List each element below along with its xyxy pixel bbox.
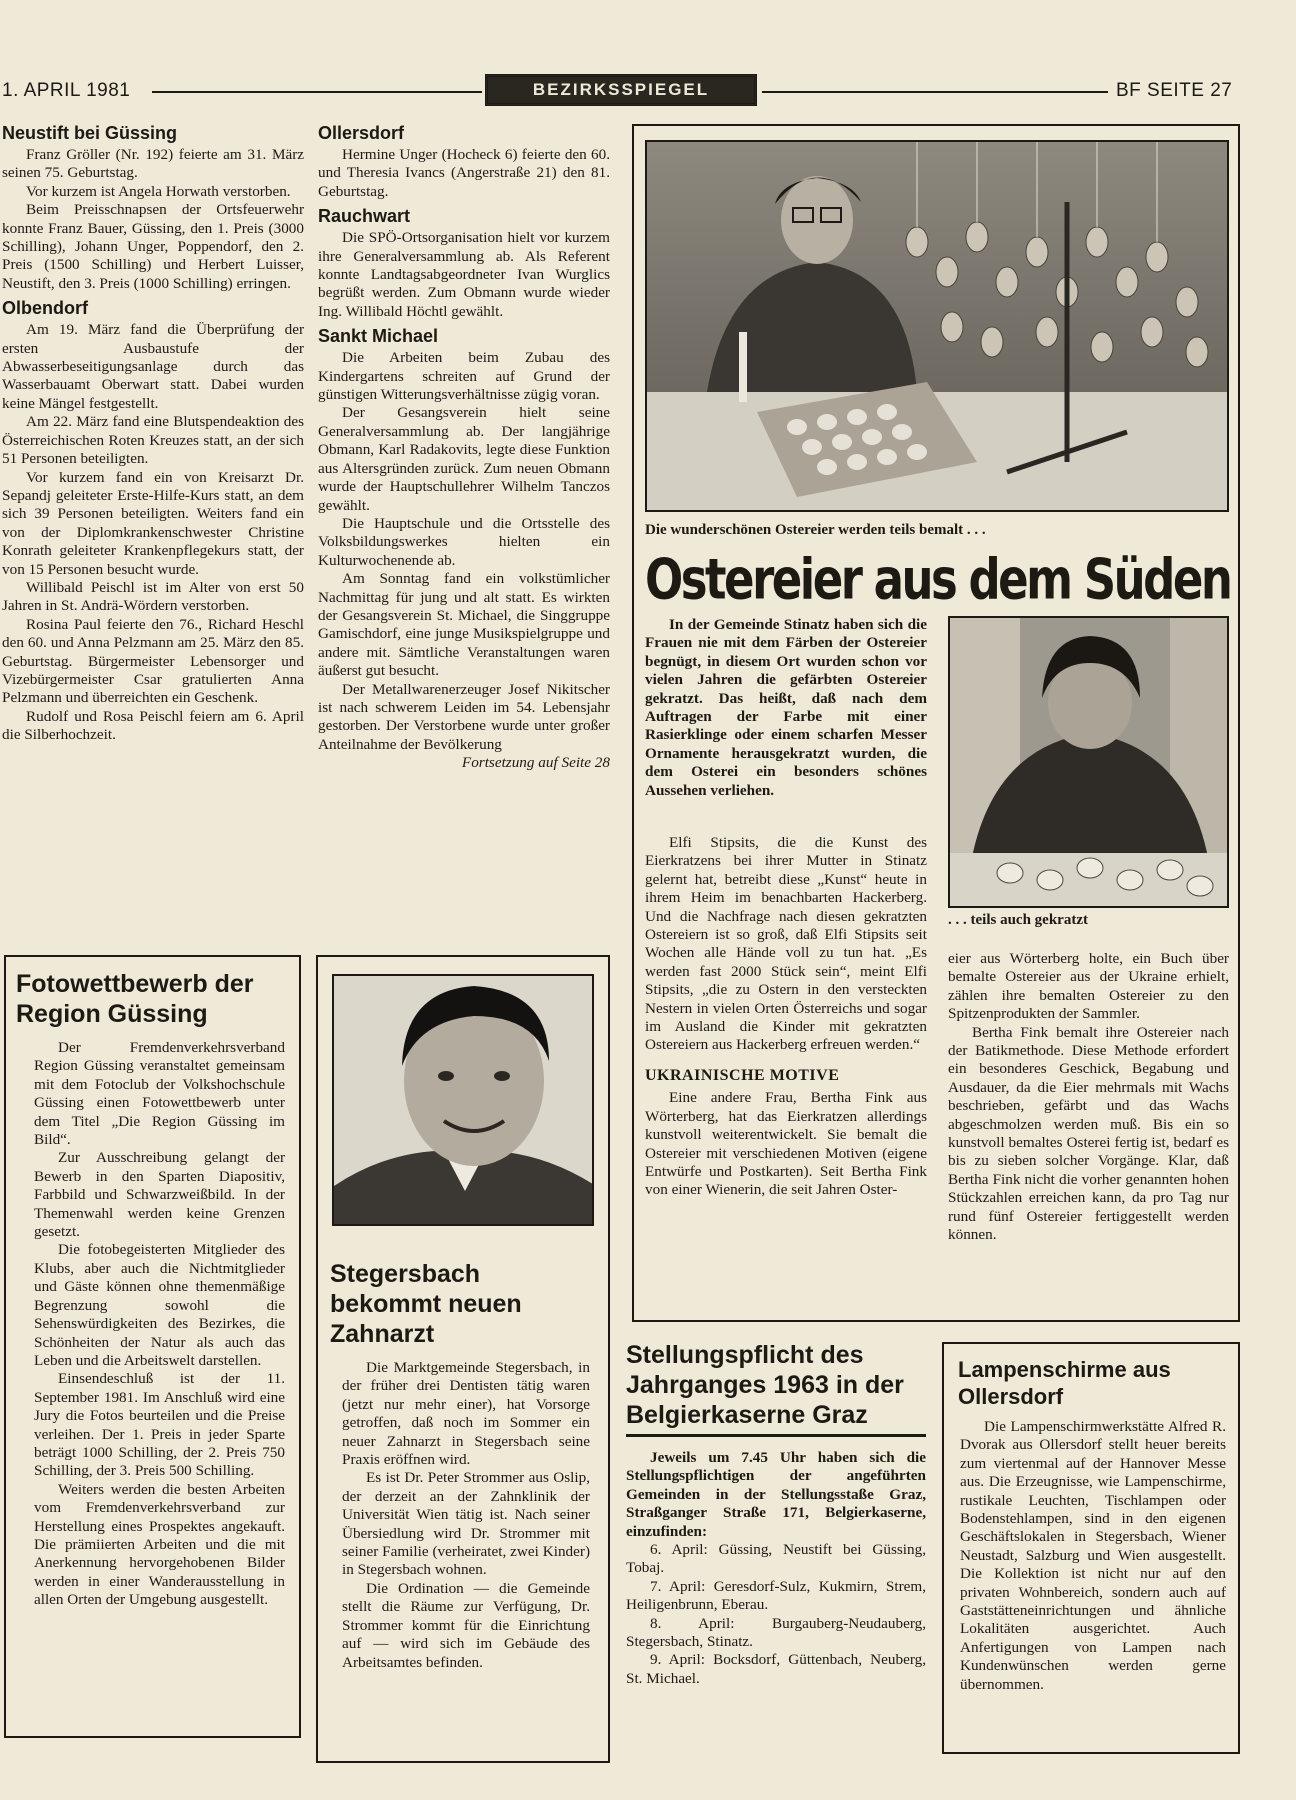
heading-neustift: Neustift bei Güssing xyxy=(2,123,178,143)
subhead-ukrainische-motive: UKRAINISCHE MOTIVE xyxy=(645,1066,840,1084)
list-item: 6. April: Güssing, Neustift bei Güssing, Tobaj. xyxy=(626,1541,926,1577)
paragraph: Es ist Dr. Peter Strommer aus Oslip, der derzeit an der Zahnklinik der Universität Wien tätig ist. Nach seiner Übersiedlung wird Dr. Strommer mit seiner Familie (verheiratet, zwei Kinder) in Stegersbach wohnen. xyxy=(342,1469,590,1579)
photo-dr-strommer xyxy=(332,974,594,1226)
lead-paragraph: In der Gemeinde Stinatz haben sich die Frauen nie mit dem Färben der Ostereier begnügt, in diesem Ort wurden schon vor vielen Jahren die gefärbten Ostereier gekratzt. Das heißt, daß nach dem Auftragen der Farbe mit einer Rasierklinge oder einem scharfen Messer Ornamente herausgekratzt wurden, die dem Osterei ein besonders schönes Aussehen verliehen. xyxy=(645,616,927,799)
paragraph: Beim Preisschnapsen der Ortsfeuerwehr konnte Franz Bauer, Güssing, den 1. Preis (3000 Schilling), Johann Unger, Poppendorf, den 2. Preis (1500 Schilling) und Herbert Luisser, Neustift, den 3. Preis (1000 Schilling) erringen. xyxy=(2,201,304,292)
fotowettbewerb-title: Fotowettbewerb der Region Güssing xyxy=(16,970,254,1028)
stellungspflicht-list xyxy=(626,1541,926,1688)
list-item: 9. April: Bocksdorf, Güttenbach, Neuberg, St. Michael. xyxy=(626,1651,926,1687)
paragraph: Der Gesangsverein hielt seine Generalversammlung ab. Der langjährige Obmann, Karl Radakovits, legte diese Funktion aus Altersgründen zurück. Zum neuen Obmann wurde der Hauptschullehrer Wilhelm Tanczos gewählt. xyxy=(318,404,610,514)
paragraph: Die Marktgemeinde Stegersbach, in der früher drei Dentisten tätig waren (jetzt nur mehr einer), hat Vorsorge getroffen, daß noch im Sommer ein neuer Zahnarzt in Stegersbach seine Praxis eröffnen wird. xyxy=(342,1359,590,1469)
zahnarzt-title: Stegersbach bekommt neuen Zahnarzt xyxy=(330,1260,522,1348)
lead-paragraph: Jeweils um 7.45 Uhr haben sich die Stellungspflichtigen der angeführten Gemeinden in der Stellungsstaße Graz, Straßganger Straße 171, Belgierkaserne, einzufinden: xyxy=(626,1449,926,1540)
paragraph: Zur Ausschreibung gelangt der Bewerb in den Sparten Diapositiv, Farbbild und Schwarzweißbild. In der Themenwahl werden keine Grenzen gesetzt. xyxy=(34,1149,285,1241)
list-item: 8. April: Burgauberg-Neudauberg, Stegersbach, Stinatz. xyxy=(626,1614,926,1651)
paragraph: Weiters werden die besten Arbeiten vom Fremdenverkehrsverband zur Herstellung eines Prospektes angekauft. Die prämiierten Arbeiten und die mit Anerkennung hervorgehobenen Bilder werden in einer Wanderausstellung in allen Orten der Umgebung ausgestellt. xyxy=(34,1480,285,1609)
paragraph: Vor kurzem ist Angela Horwath verstorben. xyxy=(26,182,291,200)
heading-rauchwart: Rauchwart xyxy=(318,206,411,227)
lampenschirme-article xyxy=(942,1342,1240,1754)
paragraph: Willibald Peischl ist im Alter von erst 50 Jahren in St. Andrä-Wördern verstorben. xyxy=(2,578,304,615)
paragraph: Die Hauptschule und die Ortsstelle des Volksbildungswerkes hielten ein Kulturwochenende ab. xyxy=(318,514,610,569)
ostereier-lead xyxy=(645,616,927,800)
fotowettbewerb-body xyxy=(34,1039,285,1610)
photo-egg-scratcher xyxy=(948,616,1229,908)
paragraph: Am Sonntag fand ein volkstümlicher Nachmittag für jung und alt statt. Es wirkten der Gesangsverein St. Michael, die Singgruppe Gamischdorf, eine junge Musikspielgruppe und andere mit. Sämtliche Veranstaltungen waren äußerst gut besucht. xyxy=(318,570,610,680)
stellungspflicht-title: Stellungspflicht des Jahrganges 1963 in der Belgierkaserne Graz xyxy=(626,1340,926,1437)
paragraph: Am 19. März fand die Überprüfung der ersten Ausbaustufe der Abwasserbeseitigungsanlage durch das Wasserbauamt Oberwart statt. Dabei wurden keine Mängel festgestellt. xyxy=(2,321,304,412)
paragraph: Die Ordination — die Gemeinde stellt die Räume zur Verfügung, Dr. Strommer kommt für die Einrichtung auf — wird sich im Gebäude des Arbeitsamtes befinden. xyxy=(342,1579,590,1671)
paragraph: Hermine Unger (Hocheck 6) feierte den 60. und Theresia Ivancs (Angerstraße 21) den 81. Geburtstag. xyxy=(318,146,610,200)
paragraph: Am 22. März fand eine Blutspendeaktion des Österreichischen Roten Kreuzes statt, an der sich 51 Personen beteiligten. xyxy=(2,413,304,468)
photo-egg-painter xyxy=(645,140,1229,512)
continued-link[interactable]: Fortsetzung auf Seite 28 xyxy=(461,754,610,772)
section-title: BEZIRKSSPIEGEL xyxy=(485,74,757,106)
egg-painter-illustration xyxy=(647,142,1229,512)
portrait-illustration xyxy=(334,976,594,1226)
heading-olbendorf: Olbendorf xyxy=(2,298,88,319)
paragraph: Vor kurzem fand ein von Kreisarzt Dr. Sepandj geleiteter Erste-Hilfe-Kurs statt, an dem sich 39 Personen beteiligten. Weiters fand ein von der Diplomkrankenschwester Christine Konrath geleiteter Krankenpflegekurs statt, der von 15 Personen besucht wurde. xyxy=(2,468,304,578)
list-item: 7. April: Geresdorf-Sulz, Kukmirn, Strem, Heiligenbrunn, Eberau. xyxy=(626,1577,926,1614)
ostereier-column-1 xyxy=(645,834,927,1200)
stellungspflicht-lead xyxy=(626,1449,926,1541)
page-number: BF SEITE 27 xyxy=(1116,80,1233,101)
paragraph: Der Fremdenverkehrsverband Region Güssing veranstaltet gemeinsam mit dem Fotoclub der Volkshochschule Güssing einen Fotowettbewerb unter dem Titel „Die Region Güssing im Bild“. xyxy=(34,1039,285,1149)
zahnarzt-body xyxy=(342,1359,590,1672)
paragraph: Rudolf und Rosa Peischl feiern am 6. April die Silberhochzeit. xyxy=(2,707,304,744)
paragraph: Eine andere Frau, Bertha Fink aus Wörterberg, hat das Eierkratzen allerdings kunstvoll weiterentwickelt. Sie bemalt die Ostereier mit verschiedenen Motiven (eigene Entwürfe und Postkarten). Seit Bertha Fink von einer Wienerin, die seit Jahren Oster- xyxy=(645,1089,927,1199)
paragraph: Die Lampenschirmwerkstätte Alfred R. Dvorak aus Ollersdorf stellt heuer bereits zum viertenmal auf der Hannover Messe aus. Die Erzeugnisse, wie Lampenschirme, rustikale Leuchten, Tischlampen oder Bodenstehlampen, sind in den eigenen Geschäftslokalen in Stegersbach, Wiener Neustadt, Salzburg und Wien ausgestellt. Die Kollektion ist nicht nur auf den privaten Wohnbereich, sondern auch auf Gaststätteneinrichtungen und ähnliche Lokalitäten ausgerichtet. Auch Anfertigungen von Lampen nach Kundenwünschen werden gerne übernommen. xyxy=(960,1418,1226,1693)
header-rule-left xyxy=(152,91,482,93)
paragraph: Einsendeschluß ist der 11. September 1981. Im Anschluß wird eine Jury die Fotos beurteilen und die Preise verleihen. Der 1. Preis in jeder Sparte beträgt 1000 Schilling, der 2. Preis 750 Schilling, der 3. Preis 500 Schilling. xyxy=(34,1370,285,1480)
heading-sankt-michael: Sankt Michael xyxy=(318,326,439,347)
column-local-news-1 xyxy=(2,118,304,745)
lampenschirme-title: Lampenschirme aus Ollersdorf xyxy=(958,1357,1171,1409)
paragraph: Die Arbeiten beim Zubau des Kindergartens schreiten auf Grund der günstigen Witterungsverhältnisse zügig voran. xyxy=(318,349,610,404)
paragraph: Rosina Paul feierte den 76., Richard Heschl den 60. und Anna Pelzmann am 25. März den 85. Geburtstag. Bürgermeister Lebensorger und Vizebürgermeister Csar gratulierten Anna Pelzmann und überreichten ein Geschenk. xyxy=(2,615,304,707)
issue-date: 1. APRIL 1981 xyxy=(2,80,131,101)
ostereier-column-2 xyxy=(948,950,1229,1245)
header-rule-right xyxy=(762,91,1108,93)
paragraph: Franz Gröller (Nr. 192) feierte am 31. März seinen 75. Geburtstag. xyxy=(2,146,304,182)
photo-caption-scratched: . . . teils auch gekratzt xyxy=(948,912,1088,928)
paragraph: Die fotobegeisterten Mitglieder des Klubs, aber auch die Nichtmitglieder und Gäste können ohne themenmäßige Begrenzung sowohl die Sehenswürdigkeiten des Bezirkes, die Schönheiten der Natur als auch das Leben und die Arbeitswelt darstellen. xyxy=(34,1241,285,1369)
column-local-news-2 xyxy=(318,118,610,773)
paragraph: Elfi Stipsits, die die Kunst des Eierkratzens bei ihrer Mutter in Stinatz gelernt hat, betreibt diese „Kunst“ heute in ihrem Heim im benachbarten Hackerberg. Und die Nachfrage nach diesen gekratzten Ostereiern ist so groß, daß Elfi Stipsits seit Wochen alle Hände voll zu tun hat. „Es werden fast 2000 Stück sein“, meint Elfi Stipsits, „die zu Ostern in den versteckten Nestern in vielen Orten Österreichs und sogar im Ausland die Kinder mit gekratzten Ostereiern aus Hackerberg erfreuen werden.“ xyxy=(645,834,927,1054)
heading-ollersdorf: Ollersdorf xyxy=(318,123,405,143)
egg-scratcher-illustration xyxy=(950,618,1229,908)
paragraph: Die SPÖ-Ortsorganisation hielt vor kurzem ihre Generalversammlung ab. Als Referent konnte Landtagsabgeordneter Ivan Wurglics begrüßt werden. Zum Obmann wurde wieder Ing. Willibald Höchtl gewählt. xyxy=(318,229,610,320)
stellungspflicht-article xyxy=(626,1340,926,1688)
paragraph: eier aus Wörterberg holte, ein Buch über bemalte Ostereier aus der Ukraine erhielt, zählen ihre bemalten Ostereier zu den Spitzenprodukten der Sammler. xyxy=(948,950,1229,1023)
paragraph: Der Metallwarenerzeuger Josef Nikitscher ist nach schwerem Leiden im 54. Lebensjahr gestorben. Der Verstorbene wurde unter großer Anteilnahme der Bevölkerung xyxy=(318,680,610,753)
headline-ostereier: Ostereier aus dem Süden xyxy=(645,546,1231,613)
fotowettbewerb-article xyxy=(4,955,301,1738)
lampenschirme-body xyxy=(960,1418,1226,1694)
paragraph: Bertha Fink bemalt ihre Ostereier nach der Batikmethode. Diese Methode erfordert ein besonderes Geschick, Begabung und Ausdauer, da die Eier mehrmals mit Wachs beschrieben, gefärbt und das Wachs abgeschmolzen werden muß. Bis ein so kunstvoll bemaltes Osterei fertig ist, bedarf es bis zu sieben solcher Vorgänge. Klar, daß Bertha Fink nicht die vorher genannten hohen Stückzahlen erreichen kann, da pro Tag nur rund fünf Ostereier fertiggestellt werden können. xyxy=(948,1023,1229,1244)
photo-caption-painted: Die wunderschönen Ostereier werden teils bemalt . . . xyxy=(645,522,986,538)
zahnarzt-article xyxy=(316,955,610,1763)
